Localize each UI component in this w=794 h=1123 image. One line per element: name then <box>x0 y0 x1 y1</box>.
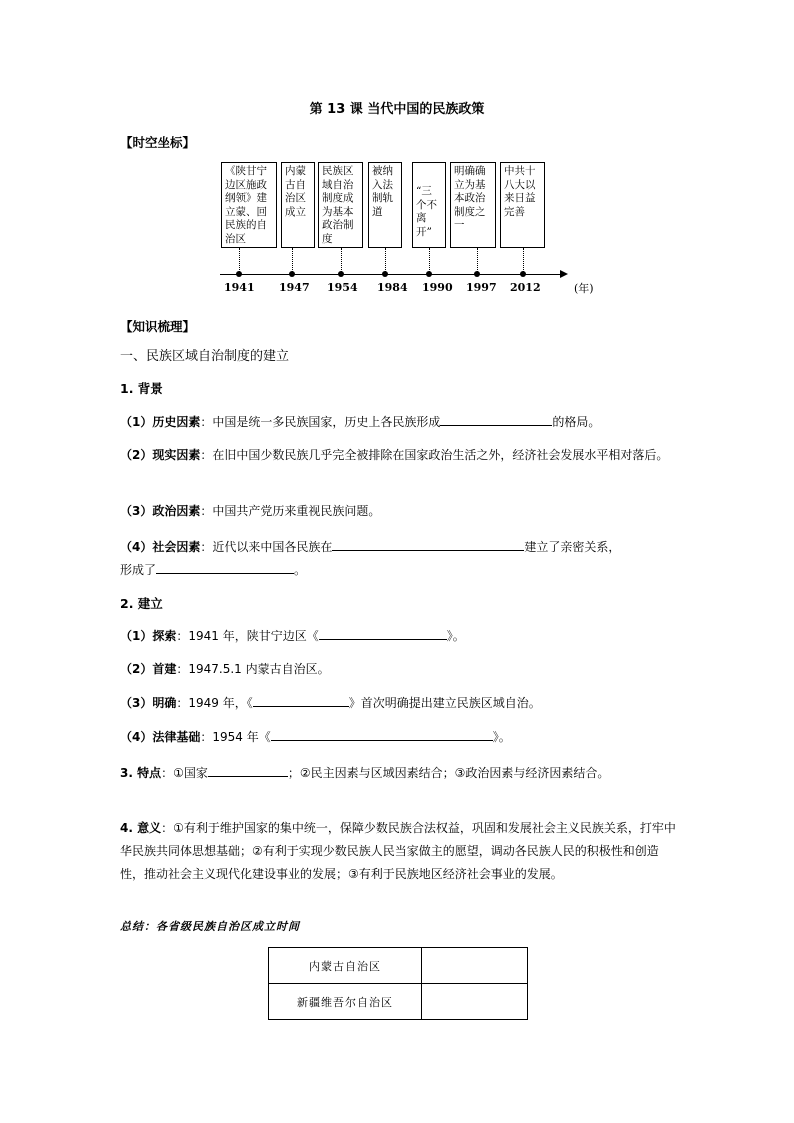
timeline-event-box: 内蒙古自治区成立 <box>281 162 315 248</box>
timeline-connector <box>385 248 386 272</box>
item-label: （3）政治因素 <box>120 504 201 518</box>
part1-title: 一、民族区域自治制度的建立 <box>120 349 290 364</box>
timeline-year: 1947 <box>279 281 310 294</box>
summary-title: 总结：各省级民族自治区成立时间 <box>120 920 300 933</box>
region-name: 内蒙古自治区 <box>269 948 422 984</box>
significance-text: ：①有利于维护国家的集中统一，保障少数民族合法权益，巩固和发展社会主义民族关系，打牢中华民族共同体思想基础；②有利于实现少数民族人民当家做主的愿望，调动各民族人民的积极性和创造性，推动社会主义现代化建设事业的发展；③有利于民族地区经济社会事业的发展。 <box>120 821 676 881</box>
timeline-year: 2012 <box>510 281 541 294</box>
item-text: ：在旧中国少数民族几乎完全被排除在国家政治生活之外，经济社会发展水平相对落后。 <box>200 448 669 462</box>
item-label: （1）历史因素 <box>120 415 201 429</box>
significance-paragraph <box>120 817 680 886</box>
timeline-year: 1990 <box>422 281 453 294</box>
item-label: （4）社会因素 <box>120 540 201 554</box>
item-text: 建立了亲密关系， <box>524 540 621 554</box>
fill-blank[interactable] <box>271 728 493 741</box>
background-item <box>120 502 380 519</box>
item-text: 》。 <box>446 629 465 643</box>
fill-blank[interactable] <box>319 627 447 640</box>
establish-item <box>120 728 511 745</box>
timeline-dot <box>236 271 242 277</box>
establish-item <box>120 694 541 711</box>
table-row <box>269 984 528 1020</box>
establish-item <box>120 627 465 644</box>
item-label: （2）首建 <box>120 662 177 676</box>
fill-blank[interactable] <box>208 764 288 777</box>
table-row <box>269 948 528 984</box>
timeline-connector <box>523 248 524 272</box>
page-title: 第 13 课 当代中国的民族政策 <box>309 102 485 117</box>
significance-title: 4. 意义 <box>120 821 162 835</box>
timeline-dot <box>520 271 526 277</box>
timeline-event-box: 民族区域自治制度成为基本政治制度 <box>318 162 363 248</box>
item-label: （4）法律基础 <box>120 730 201 744</box>
timeline-unit: (年) <box>574 282 594 295</box>
item-text: 形成了 <box>120 563 157 577</box>
timeline-connector <box>429 248 430 272</box>
item-text: ：1949 年，《 <box>176 696 253 710</box>
item-text: ：①国家 <box>161 766 208 780</box>
timeline-event-box: “三个不离开” <box>412 162 446 248</box>
fill-blank[interactable] <box>332 538 524 551</box>
region-name: 新疆维吾尔自治区 <box>269 984 422 1020</box>
timeline-arrow-icon <box>560 270 568 278</box>
timeline-connector <box>341 248 342 272</box>
answer-cell[interactable] <box>422 948 528 984</box>
answer-cell[interactable] <box>422 984 528 1020</box>
background-title: 1. 背景 <box>120 381 163 396</box>
timeline-connector <box>239 248 240 272</box>
item-label: （2）现实因素 <box>120 448 201 462</box>
item-text: 。 <box>294 563 307 577</box>
item-text: ：1947.5.1 内蒙古自治区。 <box>176 662 330 676</box>
timeline-dot <box>289 271 295 277</box>
features-paragraph <box>120 762 680 785</box>
section-knowledge-heading: 【知识梳理】 <box>120 319 196 334</box>
timeline-year: 1984 <box>377 281 408 294</box>
timeline-event-box: 中共十八大以来日益完善 <box>500 162 545 248</box>
background-item <box>120 538 620 555</box>
item-text: ：1954 年《 <box>200 730 271 744</box>
item-text: ：近代以来中国各民族在 <box>200 540 333 554</box>
fill-blank[interactable] <box>253 694 349 707</box>
item-text: ：中国是统一多民族国家，历史上各民族形成 <box>200 415 441 429</box>
summary-table <box>268 947 528 1020</box>
timeline-dot <box>426 271 432 277</box>
timeline-connector <box>477 248 478 272</box>
item-text: ；②民主因素与区域因素结合；③政治因素与经济因素结合。 <box>287 766 610 780</box>
timeline-event-box: 明确确立为基本政治制度之一 <box>450 162 496 248</box>
timeline-year: 1954 <box>327 281 358 294</box>
timeline-connector <box>292 248 293 272</box>
background-item-cont <box>120 561 306 578</box>
fill-blank[interactable] <box>440 413 552 426</box>
timeline-year: 1941 <box>224 281 255 294</box>
item-text: ：1941 年，陕甘宁边区《 <box>176 629 319 643</box>
timeline-dot <box>474 271 480 277</box>
item-label: （3）明确 <box>120 696 177 710</box>
section-timeline-heading: 【时空坐标】 <box>120 135 196 150</box>
fill-blank[interactable] <box>156 561 294 574</box>
establish-title: 2. 建立 <box>120 596 163 611</box>
item-label: （1）探索 <box>120 629 177 643</box>
features-title: 3. 特点 <box>120 766 162 780</box>
item-text: 》。 <box>492 730 511 744</box>
timeline-dot <box>382 271 388 277</box>
item-text: 的格局。 <box>552 415 601 429</box>
timeline-year: 1997 <box>466 281 497 294</box>
timeline-event-box: 《陕甘宁边区施政纲领》建立蒙、回民族的自治区 <box>221 162 277 248</box>
background-item <box>120 444 680 467</box>
background-item <box>120 413 600 430</box>
timeline-event-box: 被纳入法制轨道 <box>368 162 402 248</box>
timeline-axis <box>220 274 562 275</box>
timeline-dot <box>338 271 344 277</box>
item-text: 》首次明确提出建立民族区域自治。 <box>348 696 541 710</box>
establish-item <box>120 660 330 677</box>
item-text: ：中国共产党历来重视民族问题。 <box>200 504 381 518</box>
